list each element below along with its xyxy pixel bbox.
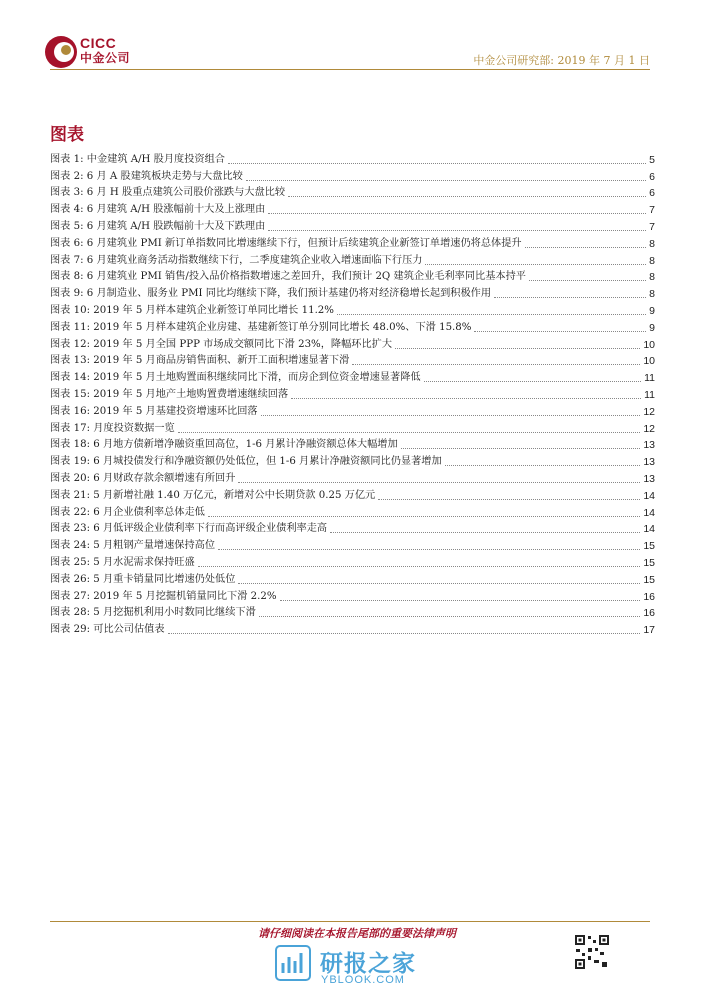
toc-entry-label: 图表 29: 可比公司估值表 <box>50 624 165 636</box>
toc-entry-label: 图表 1: 中金建筑 A/H 股月度投资组合 <box>50 153 225 165</box>
toc-entry-page: 8 <box>649 271 655 284</box>
toc-entry[interactable] <box>50 385 655 402</box>
toc-entry[interactable] <box>50 486 655 503</box>
toc-leader-dots <box>445 465 641 466</box>
toc-list <box>50 150 655 637</box>
header-date: 中金公司研究部: 2019 年 7 月 1 日 <box>473 54 650 67</box>
toc-leader-dots <box>228 163 646 164</box>
toc-entry-label: 图表 18: 6 月地方债新增净融资重回高位，1-6 月累计净融资额总体大幅增加 <box>50 439 398 451</box>
toc-entry[interactable] <box>50 604 655 621</box>
toc-entry-page: 16 <box>643 590 655 603</box>
toc-entry-label: 图表 21: 5 月新增社融 1.40 万亿元，新增对公中长期贷款 0.25 万亿元 <box>50 489 376 501</box>
toc-leader-dots <box>178 432 641 433</box>
toc-entry-page: 11 <box>644 372 655 385</box>
toc-entry-label: 图表 4: 6 月建筑 A/H 股涨幅前十大及上涨理由 <box>50 204 266 216</box>
watermark-logo-icon <box>275 945 311 981</box>
toc-entry[interactable] <box>50 469 655 486</box>
toc-leader-dots <box>352 364 640 365</box>
toc-leader-dots <box>330 532 640 533</box>
toc-entry-label: 图表 6: 6 月建筑业 PMI 新订单指数同比增速继续下行，但预计后续建筑企业新签订单增速仍将总体提升 <box>50 237 522 249</box>
toc-leader-dots <box>494 297 646 298</box>
toc-entry-page: 9 <box>649 304 655 317</box>
toc-entry-page: 13 <box>643 456 655 469</box>
toc-entry[interactable] <box>50 419 655 436</box>
logo-en: CICC <box>80 35 117 51</box>
toc-entry-label: 图表 19: 6 月城投债发行和净融资额仍处低位，但 1-6 月累计净融资额同比仍显著增加 <box>50 456 442 468</box>
toc-entry-page: 9 <box>649 321 655 334</box>
toc-leader-dots <box>198 566 641 567</box>
toc-entry-page: 15 <box>643 556 655 569</box>
toc-entry[interactable] <box>50 587 655 604</box>
toc-entry-page: 12 <box>643 405 655 418</box>
toc-entry-label: 图表 25: 5 月水泥需求保持旺盛 <box>50 556 195 568</box>
toc-entry[interactable] <box>50 217 655 234</box>
watermark-title: 研报之家 <box>320 951 416 977</box>
toc-leader-dots <box>246 180 646 181</box>
toc-leader-dots <box>291 398 641 399</box>
toc-entry-page: 11 <box>644 388 655 401</box>
toc-entry-label: 图表 22: 6 月企业债利率总体走低 <box>50 506 205 518</box>
toc-entry-page: 15 <box>643 540 655 553</box>
toc-entry[interactable] <box>50 368 655 385</box>
toc-entry-label: 图表 2: 6 月 A 股建筑板块走势与大盘比较 <box>50 170 243 182</box>
toc-entry-page: 13 <box>643 439 655 452</box>
toc-leader-dots <box>238 482 640 483</box>
toc-leader-dots <box>280 600 641 601</box>
header-divider <box>50 69 650 70</box>
toc-entry-label: 图表 8: 6 月建筑业 PMI 销售/投入品价格指数增速之差回升，我们预计 2Q 建筑企业毛利率同比基本持平 <box>50 271 526 283</box>
legal-notice: 请仔细阅读在本报告尾部的重要法律声明 <box>258 927 456 940</box>
toc-entry[interactable] <box>50 335 655 352</box>
toc-entry-label: 图表 15: 2019 年 5 月地产土地购置费增速继续回落 <box>50 388 289 400</box>
toc-entry[interactable] <box>50 167 655 184</box>
toc-leader-dots <box>529 280 646 281</box>
toc-entry-label: 图表 14: 2019 年 5 月土地购置面积继续同比下滑，而房企到位资金增速显著降低 <box>50 372 421 384</box>
toc-entry[interactable] <box>50 553 655 570</box>
toc-leader-dots <box>208 516 640 517</box>
toc-entry-page: 8 <box>649 254 655 267</box>
toc-leader-dots <box>395 348 640 349</box>
toc-entry[interactable] <box>50 234 655 251</box>
toc-entry-label: 图表 7: 6 月建筑业商务活动指数继续下行，二季度建筑企业收入增速面临下行压力 <box>50 254 423 266</box>
toc-leader-dots <box>238 583 640 584</box>
toc-leader-dots <box>425 264 646 265</box>
toc-entry-page: 13 <box>643 472 655 485</box>
toc-entry-page: 17 <box>643 624 655 637</box>
toc-entry-page: 5 <box>649 153 655 166</box>
toc-entry-label: 图表 28: 5 月挖掘机利用小时数同比继续下滑 <box>50 607 256 619</box>
toc-entry-label: 图表 27: 2019 年 5 月挖掘机销量同比下滑 2.2% <box>50 590 277 602</box>
toc-entry-label: 图表 20: 6 月财政存款余额增速有所回升 <box>50 472 236 484</box>
toc-entry[interactable] <box>50 184 655 201</box>
toc-entry[interactable] <box>50 570 655 587</box>
toc-entry-label: 图表 11: 2019 年 5 月样本建筑企业房建、基建新签订单分别同比增长 48.0%、下滑 15.8% <box>50 321 472 333</box>
toc-entry-label: 图表 26: 5 月重卡销量同比增速仍处低位 <box>50 573 236 585</box>
toc-leader-dots <box>401 448 641 449</box>
toc-leader-dots <box>268 230 646 231</box>
toc-leader-dots <box>525 247 647 248</box>
toc-entry[interactable] <box>50 520 655 537</box>
toc-entry[interactable] <box>50 318 655 335</box>
toc-leader-dots <box>218 549 640 550</box>
toc-entry[interactable] <box>50 268 655 285</box>
toc-entry[interactable] <box>50 352 655 369</box>
toc-entry-page: 12 <box>643 422 655 435</box>
toc-entry[interactable] <box>50 436 655 453</box>
toc-entry-label: 图表 12: 2019 年 5 月全国 PPP 市场成交额同比下滑 23%，降幅环比扩大 <box>50 338 393 350</box>
toc-entry[interactable] <box>50 536 655 553</box>
toc-entry-page: 6 <box>649 187 655 200</box>
section-title: 图表 <box>50 125 84 145</box>
toc-leader-dots <box>259 616 641 617</box>
footer-divider <box>50 921 650 922</box>
toc-entry-page: 6 <box>649 170 655 183</box>
toc-entry-page: 10 <box>643 338 655 351</box>
toc-leader-dots <box>337 314 646 315</box>
toc-entry-label: 图表 5: 6 月建筑 A/H 股跌幅前十大及下跌理由 <box>50 220 266 232</box>
toc-entry-label: 图表 10: 2019 年 5 月样本建筑企业新签订单同比增长 11.2% <box>50 304 334 316</box>
toc-entry-page: 7 <box>649 220 655 233</box>
toc-leader-dots <box>288 196 646 197</box>
toc-entry-page: 8 <box>649 237 655 250</box>
toc-entry-page: 14 <box>643 489 655 502</box>
logo-text <box>80 36 130 65</box>
toc-entry[interactable] <box>50 402 655 419</box>
toc-leader-dots <box>261 415 641 416</box>
toc-entry-page: 10 <box>643 355 655 368</box>
logo-cn: 中金公司 <box>80 51 131 65</box>
toc-entry-page: 8 <box>649 288 655 301</box>
toc-entry-label: 图表 17: 月度投资数据一览 <box>50 422 175 434</box>
toc-entry-page: 14 <box>643 523 655 536</box>
toc-entry-label: 图表 3: 6 月 H 股重点建筑公司股价涨跌与大盘比较 <box>50 187 286 199</box>
toc-leader-dots <box>424 381 641 382</box>
toc-entry-label: 图表 23: 6 月低评级企业债利率下行而高评级企业债利率走高 <box>50 523 328 535</box>
toc-leader-dots <box>168 633 641 634</box>
toc-entry[interactable] <box>50 200 655 217</box>
toc-entry[interactable] <box>50 452 655 469</box>
toc-entry-label: 图表 9: 6 月制造业、服务业 PMI 同比均继续下降，我们预计基建仍将对经济稳增长起到积极作用 <box>50 288 492 300</box>
toc-entry-label: 图表 16: 2019 年 5 月基建投资增速环比回落 <box>50 405 258 417</box>
toc-entry-label: 图表 24: 5 月粗钢产量增速保持高位 <box>50 540 216 552</box>
toc-leader-dots <box>378 499 640 500</box>
toc-entry-label: 图表 13: 2019 年 5 月商品房销售面积、新开工面积增速显著下滑 <box>50 355 350 367</box>
watermark-url: YBLOOK.COM <box>321 974 405 986</box>
qr-code-icon <box>574 934 610 970</box>
toc-entry-page: 15 <box>643 573 655 586</box>
toc-entry-page: 16 <box>643 607 655 620</box>
toc-entry[interactable] <box>50 251 655 268</box>
toc-leader-dots <box>268 213 646 214</box>
toc-entry-page: 14 <box>643 506 655 519</box>
page-header <box>0 0 702 80</box>
toc-entry[interactable] <box>50 620 655 637</box>
toc-entry[interactable] <box>50 301 655 318</box>
toc-entry[interactable] <box>50 150 655 167</box>
watermark <box>275 945 475 990</box>
toc-leader-dots <box>474 331 646 332</box>
toc-entry[interactable] <box>50 284 655 301</box>
toc-entry[interactable] <box>50 503 655 520</box>
toc-entry-page: 7 <box>649 204 655 217</box>
